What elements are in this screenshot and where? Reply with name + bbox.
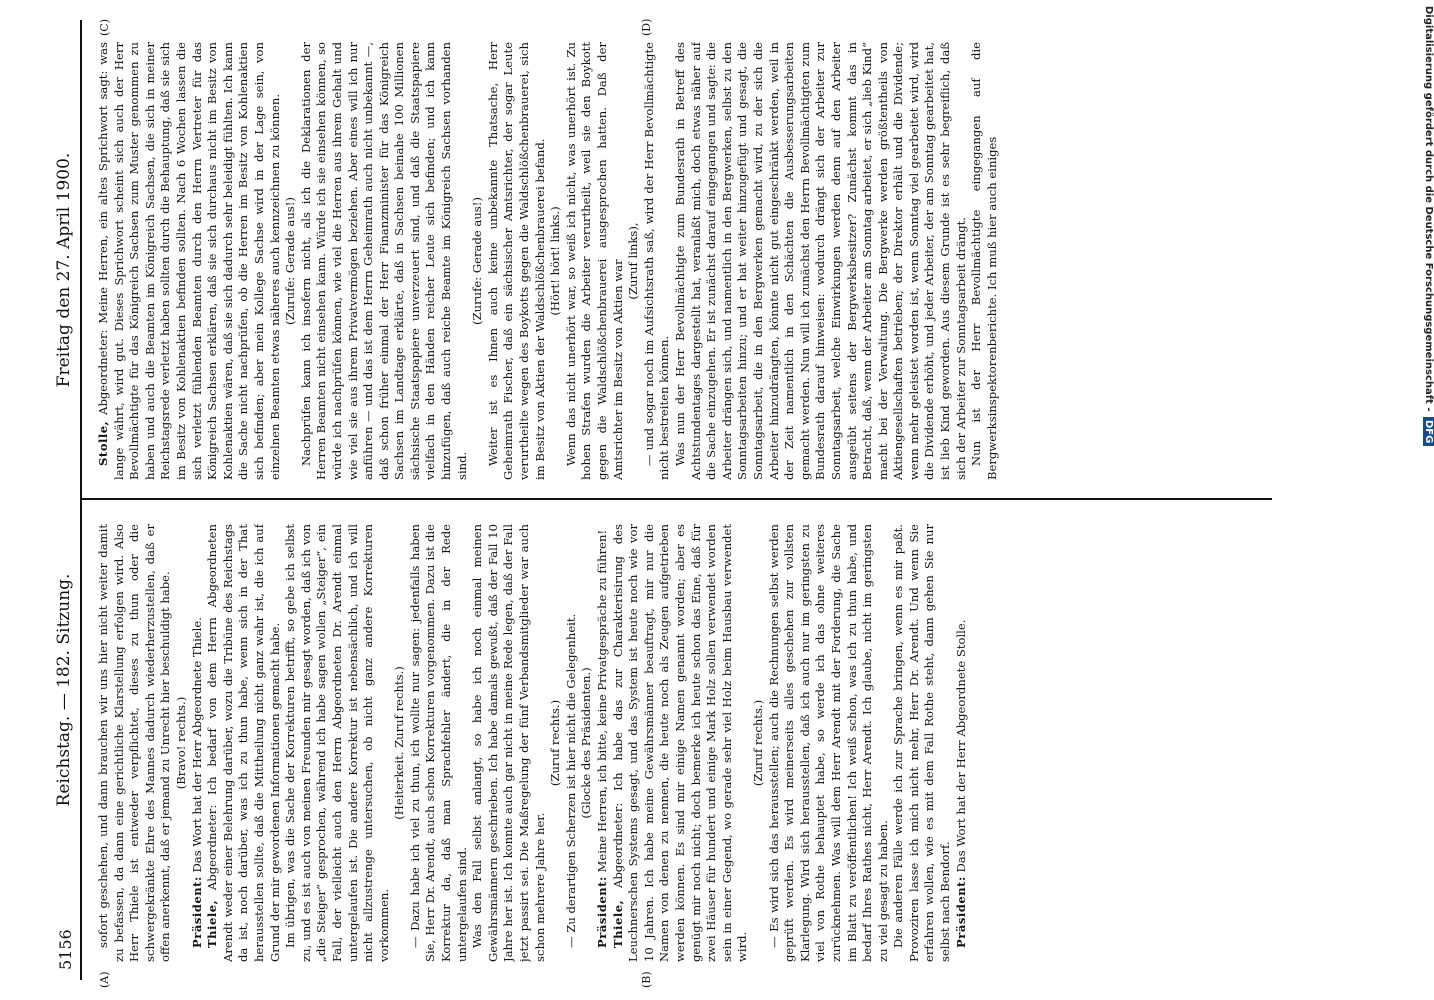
paragraph-text: Nachprüfen kann ich insofern nicht, als ich die Deklarationen der Herren Beamten nicht einsehen kann. Würde ich sie einsehen können, so würde ich nachprüfen können, wie viel die Herren aus ihrem Gehalt und wie viel sie aus ihrem Privatvermögen beziehen. Aber eines will ich nur anführen — und das ist dem Herrn Geheimrath auch nicht unbekannt —, daß schon früher einmal der Herr Finanzminister für das Königreich Sachsen im Landtage erklärte, daß in Sachsen beinahe 100 Millionen sächsische Staatspapiere unverzeuert sind, und daß die Staatspapiere vielfach in den Händen reicher Leute sich befinden; und ich kann hinzufügen, daß auch reiche Beamte im Königreich Sachsen vorhanden sind. — [298, 42, 469, 480]
right-paragraph — [969, 42, 1000, 480]
dfg-side-note — [1418, 0, 1434, 1000]
left-interjection: (Heiterkeit. Zuruf rechts.) — [392, 666, 407, 820]
left-paragraph — [205, 524, 283, 962]
speaker-name: Thiele, — [610, 899, 625, 948]
paragraph-text: Nun ist der Herr Bevollmächtigte eingegangen auf die Bergwerksinspektorenberichte. Ich muß hier auch einiges — [969, 42, 999, 480]
right-interjection: (Zurufe: Gerade aus!) — [283, 197, 298, 325]
right-interjection: (Zurufe: Gerade aus!) — [470, 197, 485, 325]
left-interjection: (Zuruf rechts.) — [750, 699, 765, 787]
paragraph-text: sofort geschehen, und dann brauchen wir uns hier nicht weiter damit zu befassen, da dann eine gerichtliche Klarstellung erfolgen wird. Also Herr Thiele ist entweder verpflichtet, dieses zu thun oder die schwergekränkte Ehre des Mannes dadurch wiederherzustellen, daß er offen anerkennt, daß er jemand zu Unrecht hier beschuldigt habe. — [96, 524, 173, 962]
left-paragraph — [564, 524, 580, 962]
left-paragraph — [470, 524, 548, 962]
right-interjection: (Hört! hört! links.) — [548, 206, 563, 316]
margin-marker-a: (A) — [98, 971, 111, 988]
left-paragraph — [408, 524, 470, 962]
right-paragraph — [564, 42, 626, 480]
right-paragraph — [299, 42, 471, 480]
header-left-title: Reichstag. — 182. Sitzung. — [54, 573, 74, 807]
paragraph-text: Wenn das nicht unerhört war, so weiß ich nicht, was unerhört ist. Zu hohen Strafen wurden die Arbeiter verurtheilt, weil sie den Boykott gegen die Waldschlößchenbrauerei ausgesprochen hatten. Daß der Amtsrichter im Besitz von Aktien war — [563, 42, 625, 480]
speaker-name: Präsident: — [953, 876, 968, 948]
paragraph-text: Weiter ist es Ihnen auch keine unbekannte Thatsache, Herr Geheimrath Fischer, daß ein sächsischer Amtsrichter, der sogar Leute verurtheilte wegen des Boykotts gegen die Waldschlößchenbrauerei, sich im Besitz von Aktien der Waldschlößchenbrauerei befand. — [485, 42, 547, 480]
left-paragraph — [954, 524, 970, 962]
column-divider — [82, 498, 1272, 500]
speaker-name: Stolle, — [96, 420, 110, 466]
paragraph-text: Was den Fall selbst anlangt, so habe ich noch einmal meinen Gewährsmännern geschrieben. Ich habe damals gewußt, daß der Fall 10 Jahre her ist. Ich konnte auch gar nicht in meine Rede legen, daß der Fall jetzt passirt sei. Die Maßregelung der fünf Verbandsmitglieder war auch schon mehrere Jahre her. — [470, 524, 547, 962]
header-right-title: Freitag den 27. April 1900. — [54, 152, 74, 388]
margin-marker-c: (C) — [98, 19, 111, 36]
left-text-column — [96, 524, 1266, 962]
left-paragraph — [891, 524, 953, 962]
left-paragraph — [96, 524, 174, 962]
margin-marker-b: (B) — [640, 971, 653, 988]
margin-marker-d: (D) — [640, 18, 653, 36]
paragraph-text: — Es wird sich das herausstellen; auch die Rechnungen selbst werden geprüft werden. Es wird meinerseits alles geschehen zur vollsten Klarlegung. Wird sich herausstellen, daß ich auch nur im geringsten zu viel von Rothe behauptet habe, so werde ich das ohne weiteres zurücknehmen. Was will dem Herr Arendt mit der Forderung, die Sache im Blatt zu veröffentlichen! Ich weiß schon, was ich zu thun habe, und bedarf Ihres Rathes nicht, Herr Arendt. Ich glaube, nicht im geringsten zu viel gesagt zu haben. — [766, 524, 890, 962]
right-paragraph — [486, 42, 548, 480]
header-rule — [80, 20, 82, 980]
paragraph-text: Abgeordneter: Ich habe das zur Charakterisirung des Leuchnerschen Systems gesagt, und das System ist heute noch wie vor 10 Jahren. Ich habe meine Gewährsmänner beauftragt, mir nur die Namen von denen zu nennen, die heute noch als Zeugen aufgetrieben werden können. Es sind mir einige Namen genannt worden; aber es genügt mir noch nicht; doch bemerke ich heute schon das Eine, daß für zwei Häuser für hundert und einige Mark Holz sollen verwendet worden sein in einer Gegend, wo gerade sehr viel Holz beim Hausbau verwendet wird. — [610, 524, 750, 962]
left-paragraph — [283, 524, 392, 962]
paragraph-text: — und sogar noch im Aufsichtsrath saß, wird der Herr Bevollmächtigte nicht bestreiten können. — [641, 42, 672, 480]
paragraph-text: Im übrigen, was die Sache der Korrekturen betrifft, so gebe ich selbst zu, und es ist auch von meinen Freunden mir gesagt worden, daß ich von „die Steiger“ gesprochen, während ich habe sagen wollen „Steiger“, ein Fall, der vielleicht auch den Herrn Abgeordneten Dr. Arendt einmal untergelaufen ist. Die andere Korrektur ist nebensächlich, und ich will nicht allzustrenge untersuchen, ob nicht ganz andere Korrekturen vorkommen. — [283, 524, 391, 962]
page-header — [40, 0, 80, 1000]
paragraph-text: — Dazu habe ich viel zu thun, ich wollte nur sagen: jedenfalls haben Sie, Herr Dr. Arendt, auch schon Korrekturen vorgenommen. Dazu ist die Korrektur da, daß man Sprachfehler ändert, die in der Rede untergelaufen sind. — [407, 524, 469, 962]
paragraph-text: Das Wort hat der Herr Abgeordnete Thiele. — [189, 617, 204, 873]
left-interjection: (Bravo! rechts.) — [173, 696, 188, 790]
left-paragraph — [190, 524, 206, 962]
left-paragraph — [611, 524, 751, 962]
right-paragraph — [642, 42, 673, 480]
left-interjection: (Glocke des Präsidenten.) — [579, 667, 594, 819]
left-paragraph — [595, 524, 611, 962]
dfg-note-text — [1423, 6, 1434, 446]
left-paragraph — [767, 524, 892, 962]
page-number: 5156 — [56, 929, 75, 970]
right-paragraph — [673, 42, 969, 480]
speaker-name: Thiele, — [205, 899, 220, 948]
paragraph-text: — Zu derartigen Scherzen ist hier nicht die Gelegenheit. — [563, 613, 578, 948]
paragraph-text: Abgeordneter: Meine Herren, ein altes Sprichwort sagt: was lange währt, wird gut. Dieses Sprichwort scheint sich auch der Herr Bevollmächtigte für das Königreich Sachsen zum Muster genommen zu haben und auch die Beamten im Königreich Sachsen, die sich in meiner Reichstagsrede verletzt haben sollten durch die Behauptung, daß sie sich im Besitz von Kohlenaktien befinden sollten. Nach 6 Wochen lassen die sich verletzt fühlenden Beamten durch den Herrn Vertreter für das Königreich Sachsen erklären, daß sie sich durchaus nicht im Besitz von Kohlenaktien wären, daß sie sich dadurch sehr beleidigt fühlten. Ich kann die Sache nicht nachprüfen, ob die Herren im Besitz von Kohlenaktien sich befinden; aber mein Kollege Sachse wird in der Lage sein, von einzelnen Beamten etwas näheres auch kennzeichnen zu können. — [96, 42, 282, 480]
dfg-note-label: Digitalisierung gefördert durch die Deutsche Forschungsgemeinschaft - — [1423, 6, 1434, 412]
paragraph-text: Die anderen Fälle werde ich zur Sprache bringen, wenn es mir paßt. Provoziren lasse ich mich nicht mehr, Herr Dr. Arendt. Und wenn Sie erfahren wollen, wie es mit dem Fall Rothe steht, dann gehen Sie nur selbst nach Bendorf. — [891, 524, 953, 962]
paragraph-text: Das Wort hat der Herr Abgeordnete Stolle. — [953, 619, 968, 873]
dfg-logo: DFG — [1423, 417, 1434, 446]
left-interjection: (Zuruf rechts.) — [548, 699, 563, 787]
right-text-column — [96, 42, 1266, 480]
paragraph-text: Meine Herren, ich bitte, keine Privatgespräche zu führen! — [595, 529, 609, 873]
right-interjection: (Zuruf links), — [626, 222, 641, 300]
paragraph-text: Abgeordneter: Ich bedarf von dem Herrn Abgeordneten Arendt weder einer Belehrung darüber, wozu die Tribüne des Reichstags da ist, noch darüber, was ich zu thun habe, wenn sich in der That herausstellen sollte, daß die Mittheilung nicht ganz wahr ist, die ich auf Grund der mir gewordenen Informationen gemacht habe. — [205, 524, 282, 962]
paragraph-text: Was nun der Herr Bevollmächtigte zum Bundesrath in Betreff des Achtstundentages dargestellt hat, veranlaßt mich, doch etwas näher auf die Sache einzugehen. Er ist zunächst darauf eingegangen und sagte: die Arbeiter drängen sich, und namentlich in den Bergwerken, selbst zu den Sonntagsarbeiten hinzu; und er hat weiter hinzugefügt und gesagt, die Sonntagsarbeit, die in den Bergwerken gemacht wird, zu der sich die Arbeiter hinzudrängten, könnte nicht gut eingeschränkt werden, weil in der Zeit namentlich in den Schächten die Ausbesserungsarbeiten gemacht werden. Nun will ich zunächst den Herrn Bevollmächtigten zum Bundesrath darauf hinweisen: wodurch drängt sich der Arbeiter zur Sonntagsarbeit, welche Einwirkungen werden denn auf den Arbeiter ausgeübt seitens der Bergwerksbesitzer? Zunächst kommt das in Betracht, daß, wenn der Arbeiter am Sonntag arbeitet, er sich „lieb Kind“ macht bei der Verwaltung. Die Bergwerke werden größtentheils von Aktiengesellschaften betrieben; der Direktor erhält und die Dividende; wenn mehr geleistet worden ist, wenn Sonntag viel gearbeitet wird, wird die Dividende erhöht, und jeder Arbeiter, der am Sonntag gearbeitet hat, ist lieb Kind geworden. Aus diesem Grunde ist es sehr begreiflich, daß sich der Arbeiter zur Sonntagsarbeit drängt. — [672, 42, 968, 480]
right-paragraph — [96, 42, 283, 480]
speaker-name: Präsident: — [595, 876, 609, 948]
speaker-name: Präsident: — [189, 876, 204, 948]
